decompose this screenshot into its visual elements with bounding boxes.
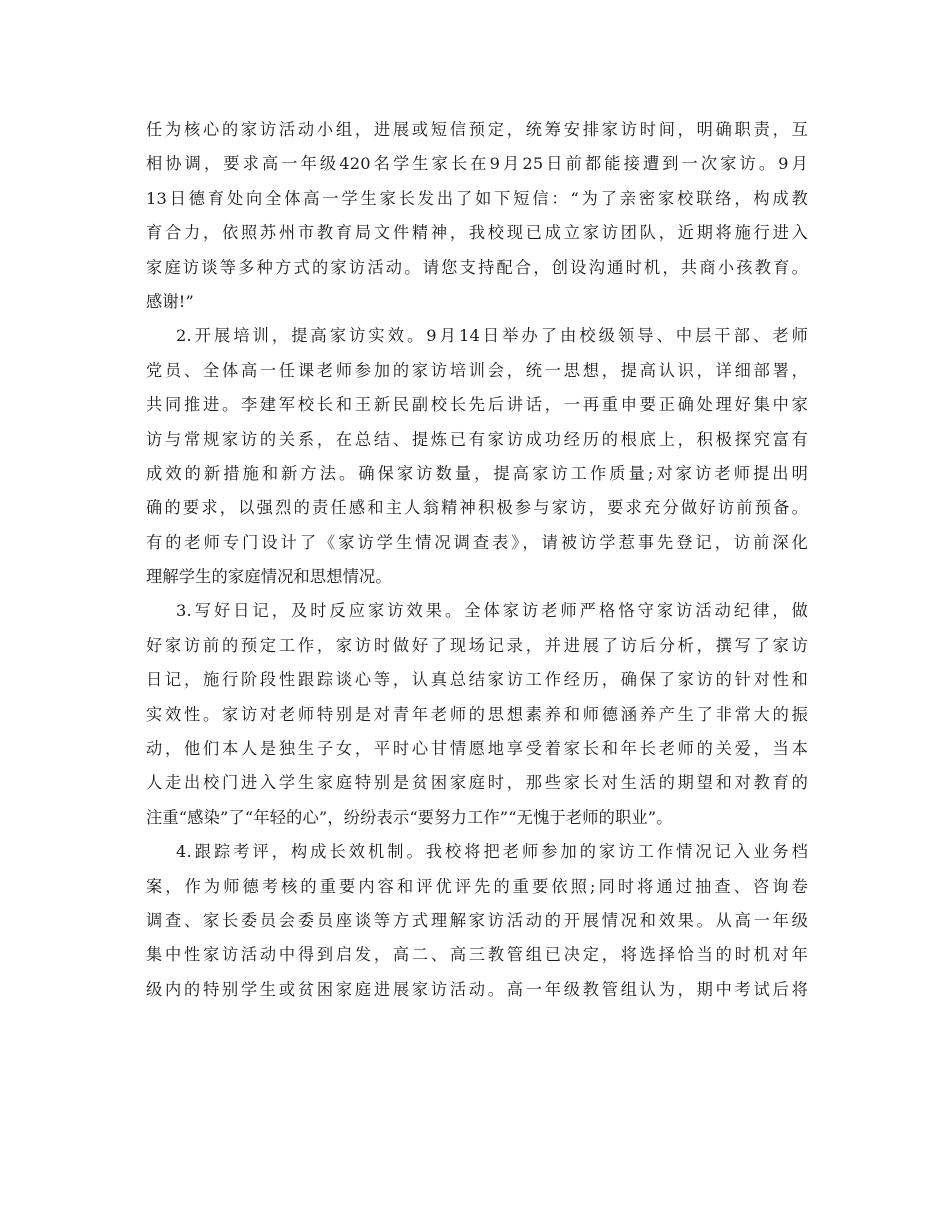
text-line: 13日德育处向全体高一学生家长发出了如下短信：“为了亲密家校联络，构成教 bbox=[146, 188, 808, 208]
text-line: 访与常规家访的关系，在总结、提炼已有家访成功经历的根底上，积极探究富有 bbox=[146, 429, 808, 449]
text-line: 级内的特别学生或贫困家庭进展家访活动。高一年级教管组认为，期中考试后将 bbox=[146, 979, 808, 999]
text-line: 家庭访谈等多种方式的家访活动。请您支持配合，创设沟通时机，共商小孩教育。 bbox=[146, 257, 808, 277]
text-line: 共同推进。李建军校长和王新民副校长先后讲话，一再重申要正确处理好集中家 bbox=[146, 395, 808, 415]
text-line: 案，作为师德考核的重要内容和评优评先的重要依照;同时将通过抽查、咨询卷 bbox=[146, 876, 808, 896]
text-line: 有的老师专门设计了《家访学生情况调查表》，请被访学惹事先登记，访前深化 bbox=[146, 532, 808, 552]
text-line: 成效的新措施和新方法。确保家访数量，提高家访工作质量;对家访老师提出明 bbox=[146, 463, 808, 483]
text-line: 人走出校门进入学生家庭特别是贫困家庭时，那些家长对生活的期望和对教育的 bbox=[146, 773, 808, 793]
text-line: 集中性家访活动中得到启发，高二、高三教管组已决定，将选择恰当的时机对年 bbox=[146, 945, 808, 965]
text-line: 动，他们本人是独生子女，平时心甘情愿地享受着家长和年长老师的关爱，当本 bbox=[146, 739, 808, 759]
text-line: 注重“感染”了“年轻的心”，纷纷表示“要努力工作”“无愧于老师的职业”。 bbox=[146, 807, 673, 827]
text-line: 理解学生的家庭情况和思想情况。 bbox=[146, 567, 392, 587]
body-text bbox=[146, 113, 808, 1007]
text-line: 党员、全体高一任课老师参加的家访培训会，统一思想，提高认识，详细部署， bbox=[146, 360, 808, 380]
text-line: 育合力，依照苏州市教育局文件精神，我校现已成立家访团队，近期将施行进入 bbox=[146, 223, 808, 243]
text-line: 调查、家长委员会委员座谈等方式理解家访活动的开展情况和效果。从高一年级 bbox=[146, 910, 808, 930]
text-line: 3.写好日记，及时反应家访效果。全体家访老师严格恪守家访活动纪律，做 bbox=[176, 601, 808, 621]
text-line: 日记，施行阶段性跟踪谈心等，认真总结家访工作经历，确保了家访的针对性和 bbox=[146, 670, 808, 690]
text-line: 相协调，要求高一年级420名学生家长在9月25日前都能接遭到一次家访。9月 bbox=[146, 154, 808, 174]
text-line: 2.开展培训，提高家访实效。9月14日举办了由校级领导、中层干部、老师 bbox=[176, 326, 808, 346]
text-line: 4.跟踪考评，构成长效机制。我校将把老师参加的家访工作情况记入业务档 bbox=[176, 842, 808, 862]
text-line: 确的要求，以强烈的责任感和主人翁精神积极参与家访，要求充分做好访前预备。 bbox=[146, 498, 808, 518]
text-line: 感谢!” bbox=[146, 291, 194, 311]
text-line: 好家访前的预定工作，家访时做好了现场记录，并进展了访后分析，撰写了家访 bbox=[146, 635, 808, 655]
text-line: 实效性。家访对老师特别是对青年老师的思想素养和师德涵养产生了非常大的振 bbox=[146, 704, 808, 724]
text-line: 任为核心的家访活动小组，进展或短信预定，统筹安排家访时间，明确职责，互 bbox=[146, 120, 808, 139]
